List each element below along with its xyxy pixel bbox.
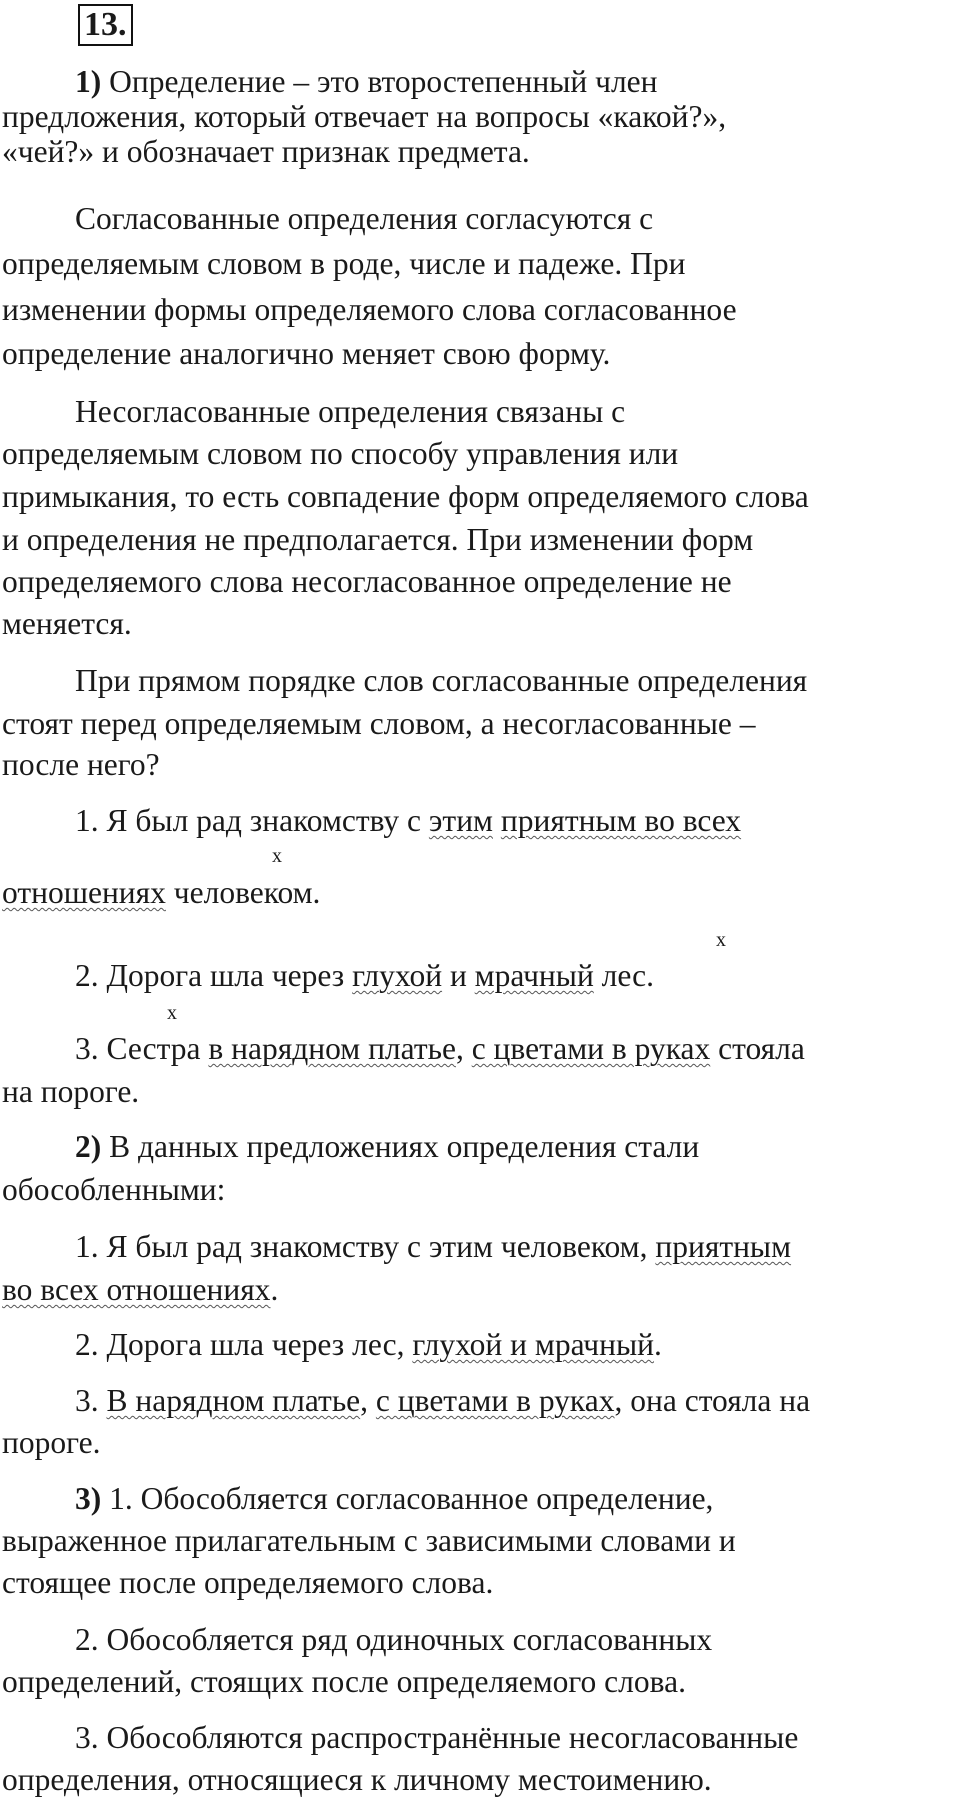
text-span: [493, 803, 501, 838]
example-4-line-1: [75, 1227, 791, 1267]
paragraph-3-line-5: определяемого слова несогласованное определение не: [2, 564, 732, 599]
paragraph-3-line-2: определяемым словом по способу управления или: [2, 436, 679, 471]
example-1-line-2: [2, 873, 320, 913]
paragraph-2-line-4: определение аналогично меняет свою форму.: [2, 336, 611, 371]
underlined-attribute: с цветами в руках: [375, 1383, 615, 1418]
paragraph-7-line-2: определений, стоящих после определяемого слова.: [2, 1664, 686, 1699]
paragraph-6-line-1: [75, 1479, 713, 1519]
answer-label-1: 1): [75, 64, 102, 99]
text-span: человеком.: [165, 875, 321, 910]
paragraph-1-line-2: предложения, который отвечает на вопросы «какой?»,: [2, 99, 727, 134]
text-span: и: [442, 958, 475, 993]
paragraph-2-line-3: изменении формы определяемого слова согласованное: [2, 292, 737, 327]
underlined-attribute: приятным: [655, 1229, 792, 1264]
paragraph-4-line-3: после него?: [2, 747, 160, 782]
text-span: .: [270, 1272, 279, 1307]
text-span: стояла: [710, 1031, 805, 1066]
example-6-line-2: пороге.: [2, 1425, 101, 1460]
text-span: ,: [360, 1383, 376, 1418]
task-number-box: 13.: [78, 4, 133, 46]
paragraph-5-line-1: [75, 1127, 699, 1167]
underlined-attribute: мрачный: [474, 958, 594, 993]
text-span: 1. Обособляется согласованное определение,: [101, 1481, 714, 1516]
text-span: 3. Сестра: [75, 1031, 209, 1066]
answer-label-3: 3): [75, 1481, 102, 1516]
example-3-line-1: [75, 1029, 805, 1069]
text-span: лес.: [593, 958, 655, 993]
underlined-attribute: глухой и мрачный: [412, 1327, 655, 1362]
text-span: Определение – это второстепенный член: [101, 64, 658, 99]
underlined-attribute: В нарядном платье: [106, 1383, 361, 1418]
paragraph-8-line-1: 3. Обособляются распространённые несогласованные: [75, 1720, 799, 1755]
paragraph-6-line-2: выраженное прилагательным с зависимыми словами и: [2, 1523, 736, 1558]
answer-label-2: 2): [75, 1129, 102, 1164]
text-span: ,: [455, 1031, 472, 1066]
paragraph-3-line-1: Несогласованные определения связаны с: [75, 394, 626, 429]
paragraph-2-line-1: Согласованные определения согласуются с: [75, 201, 654, 236]
example-5-line: [75, 1325, 662, 1365]
text-span: .: [654, 1327, 662, 1362]
underlined-attribute: в нарядном платье: [208, 1031, 456, 1066]
example-4-line-2: [2, 1270, 278, 1310]
head-word-mark: x: [716, 929, 726, 951]
head-word-mark: x: [272, 845, 282, 867]
paragraph-1-line-3: «чей?» и обозначает признак предмета.: [2, 134, 530, 169]
paragraph-8-line-2: определения, относящиеся к личному местоимению.: [2, 1762, 712, 1797]
paragraph-3-line-3: примыкания, то есть совпадение форм определяемого слова: [2, 479, 809, 514]
text-span: 3.: [75, 1383, 107, 1418]
paragraph-2-line-2: определяемым словом в роде, числе и падеже. При: [2, 246, 686, 281]
paragraph-4-line-1: При прямом порядке слов согласованные определения: [75, 663, 808, 698]
underlined-attribute: приятным во всех: [500, 803, 742, 838]
underlined-attribute: глухой: [352, 958, 443, 993]
paragraph-1-line-1: [75, 62, 658, 102]
text-span: 1. Я был рад знакомству с: [75, 803, 429, 838]
text-span: 1. Я был рад знакомству с этим человеком,: [75, 1229, 656, 1264]
underlined-attribute: с цветами в руках: [471, 1031, 711, 1066]
text-span: 2. Дорога шла через лес,: [75, 1327, 413, 1362]
underlined-attribute: этим: [428, 803, 493, 838]
head-word-mark: x: [167, 1002, 177, 1024]
text-span: , она стояла на: [614, 1383, 811, 1418]
paragraph-3-line-4: и определения не предполагается. При изменении форм: [2, 522, 754, 557]
paragraph-7-line-1: 2. Обособляется ряд одиночных согласованных: [75, 1622, 713, 1657]
underlined-attribute: отношениях: [2, 875, 166, 910]
paragraph-3-line-6: меняется.: [2, 606, 132, 641]
paragraph-4-line-2: стоят перед определяемым словом, а несогласованные –: [2, 706, 756, 741]
text-span: 2. Дорога шла через: [75, 958, 353, 993]
example-2-line: [75, 956, 654, 996]
example-6-line-1: [75, 1381, 810, 1421]
paragraph-5-line-2: обособленными:: [2, 1172, 226, 1207]
example-3-line-2: на пороге.: [2, 1074, 140, 1109]
example-1-line-1: [75, 801, 741, 841]
text-span: В данных предложениях определения стали: [101, 1129, 700, 1164]
paragraph-6-line-3: стоящее после определяемого слова.: [2, 1565, 494, 1600]
underlined-attribute: во всех отношениях: [2, 1272, 271, 1307]
